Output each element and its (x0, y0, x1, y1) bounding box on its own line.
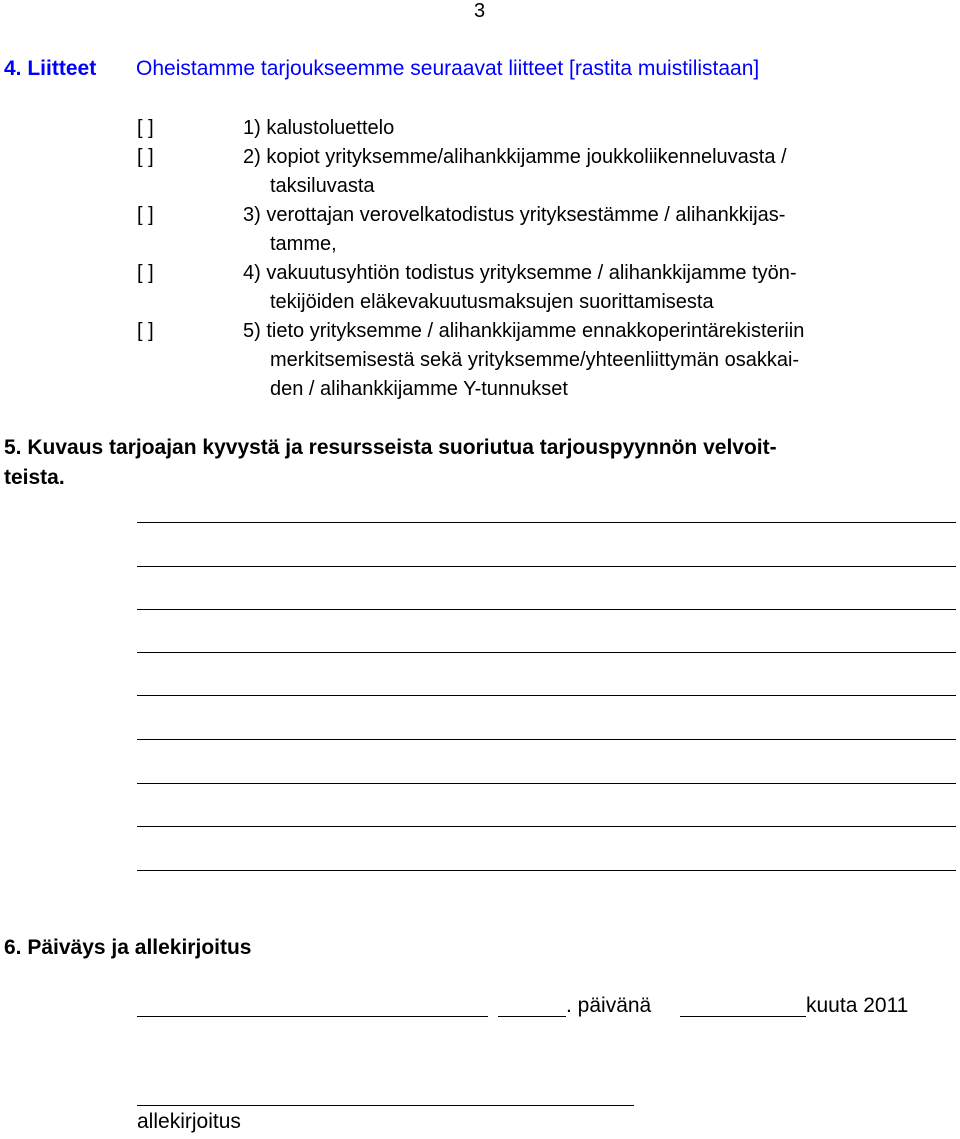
attachment-item-4-line-2: tekijöiden eläkevakuutusmaksujen suorittamisesta (270, 291, 714, 313)
answer-line-4[interactable] (137, 652, 956, 653)
section-5-title-line-1: 5. Kuvaus tarjoajan kyvystä ja resursseista suoriutua tarjouspyynnön velvoit- (4, 436, 777, 459)
attachment-item-3-line-1: 3) verottajan verovelkatodistus yrityksestämme / alihankkijas- (243, 204, 786, 226)
answer-line-5[interactable] (137, 695, 956, 696)
attachment-item-3-line-2: tamme, (270, 233, 337, 255)
answer-line-9[interactable] (137, 870, 956, 871)
attachment-item-5-line-1: 5) tieto yrityksemme / alihankkijamme ennakkoperintärekisteriin (243, 320, 805, 342)
date-day-label: . päivänä (566, 994, 652, 1017)
signature-label: allekirjoitus (137, 1110, 241, 1133)
answer-line-7[interactable] (137, 783, 956, 784)
answer-line-3[interactable] (137, 609, 956, 610)
attachment-item-2-line-1: 2) kopiot yrityksemme/alihankkijamme joukkoliikenneluvasta / (243, 146, 787, 168)
month-blank[interactable] (680, 1016, 806, 1017)
answer-line-6[interactable] (137, 739, 956, 740)
section-4-title: 4. Liitteet (4, 57, 97, 80)
day-blank[interactable] (498, 1016, 566, 1017)
attachment-checkbox-5[interactable]: [ ] (137, 320, 154, 342)
attachment-checkbox-2[interactable]: [ ] (137, 146, 154, 168)
attachment-item-1-line-1: 1) kalustoluettelo (243, 117, 395, 139)
section-6-title: 6. Päiväys ja allekirjoitus (4, 936, 252, 959)
attachment-checkbox-1[interactable]: [ ] (137, 117, 154, 139)
page-number: 3 (474, 0, 486, 22)
answer-line-8[interactable] (137, 826, 956, 827)
section-5-title-line-2: teista. (4, 466, 65, 489)
section-4-intro: Oheistamme tarjoukseemme seuraavat liitteet [rastita muistilistaan] (136, 57, 760, 80)
date-month-suffix: kuuta 2011 (806, 994, 909, 1017)
attachment-item-5-line-3: den / alihankkijamme Y-tunnukset (270, 378, 568, 400)
signature-blank[interactable] (137, 1105, 634, 1106)
answer-line-2[interactable] (137, 566, 956, 567)
attachment-item-4-line-1: 4) vakuutusyhtiön todistus yrityksemme / alihankkijamme työn- (243, 262, 797, 284)
attachment-item-2-line-2: taksiluvasta (270, 175, 375, 197)
answer-line-1[interactable] (137, 522, 956, 523)
attachment-checkbox-4[interactable]: [ ] (137, 262, 154, 284)
attachment-item-5-line-2: merkitsemisestä sekä yrityksemme/yhteenliittymän osakkai- (270, 349, 800, 371)
attachment-checkbox-3[interactable]: [ ] (137, 204, 154, 226)
place-blank[interactable] (137, 1016, 488, 1017)
